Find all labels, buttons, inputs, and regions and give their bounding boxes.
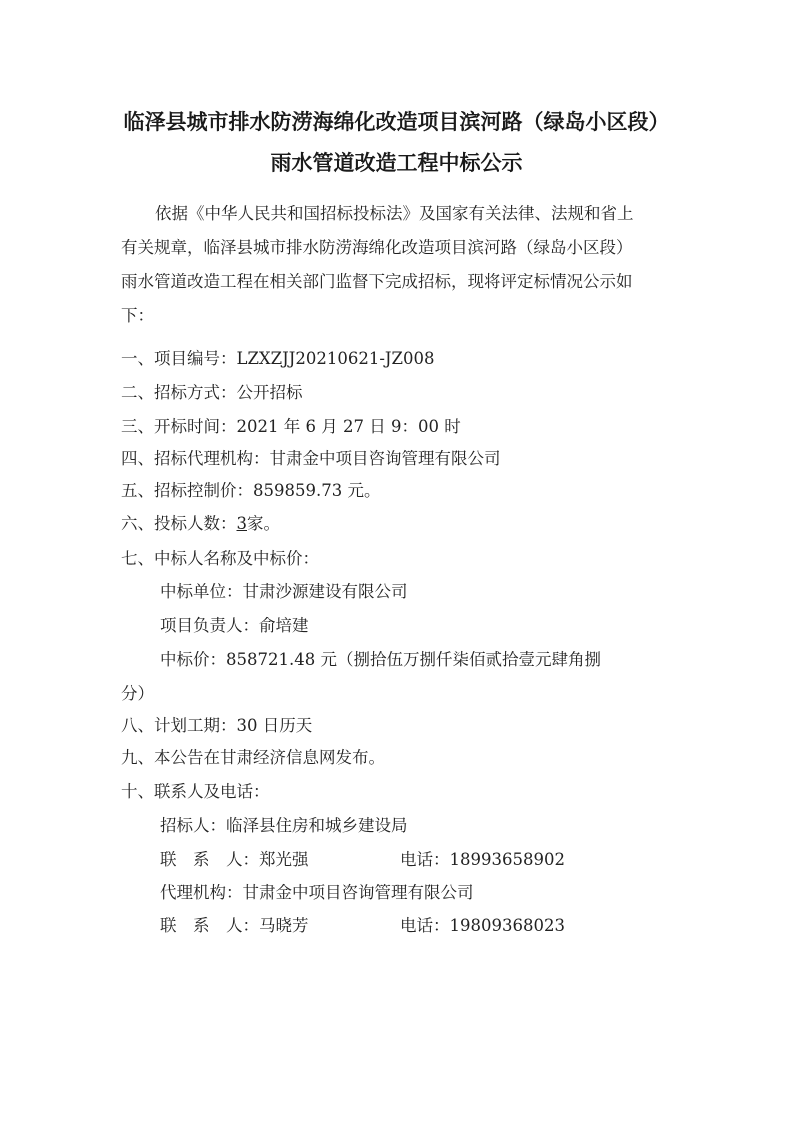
title-line-2: 雨水管道改造工程中标公示 [270, 151, 523, 175]
item-duration: 八、计划工期：30 日历天 [121, 716, 313, 735]
contact-2-phone: 电话：19809368023 [400, 916, 565, 935]
item-control-price: 五、招标控制价：859859.73 元。 [121, 481, 381, 500]
item-bidder-count [121, 510, 280, 534]
bidder-count-number: 3 [236, 514, 247, 533]
item-winning-price-cont: 分） [121, 684, 154, 703]
item-agency: 四、招标代理机构：甘肃金中项目咨询管理有限公司 [121, 449, 501, 468]
contact-1-name: 联 系 人：郑光强 [160, 850, 309, 869]
item-bid-method: 二、招标方式：公开招标 [121, 383, 303, 402]
title-line-1: 临泽县城市排水防涝海绵化改造项目滨河路（绿岛小区段） [123, 110, 670, 134]
bidder-count-suffix: 家。 [247, 514, 280, 533]
item-project-number: 一、项目编号：LZXZJJ20210621-JZ008 [121, 349, 435, 368]
intro-line-2: 有关规章，临泽县城市排水防涝海绵化改造项目滨河路（绿岛小区段） [121, 238, 633, 257]
contact-agency: 代理机构：甘肃金中项目咨询管理有限公司 [160, 883, 474, 902]
contact-1-phone: 电话：18993658902 [400, 850, 565, 869]
item-publish: 九、本公告在甘肃经济信息网发布。 [121, 748, 385, 767]
intro-line-4: 下： [121, 306, 154, 325]
intro-line-1: 依据《中华人民共和国招标投标法》及国家有关法律、法规和省上 [155, 204, 634, 223]
bidder-count-prefix: 六、投标人数： [121, 514, 237, 533]
item-contacts-heading: 十、联系人及电话： [121, 782, 270, 801]
item-winning-price: 中标价：858721.48 元（捌拾伍万捌仟柒佰贰拾壹元肆角捌 [160, 650, 601, 669]
item-project-manager: 项目负责人：俞培建 [160, 616, 309, 635]
contact-tenderer: 招标人：临泽县住房和城乡建设局 [160, 816, 408, 835]
intro-line-3: 雨水管道改造工程在相关部门监督下完成招标，现将评定标情况公示如 [121, 272, 633, 291]
item-winner-unit: 中标单位：甘肃沙源建设有限公司 [160, 582, 408, 601]
item-winner-heading: 七、中标人名称及中标价： [121, 549, 319, 568]
contact-2-name: 联 系 人：马晓芳 [160, 916, 309, 935]
item-open-time: 三、开标时间：2021 年 6 月 27 日 9：00 时 [121, 417, 461, 436]
